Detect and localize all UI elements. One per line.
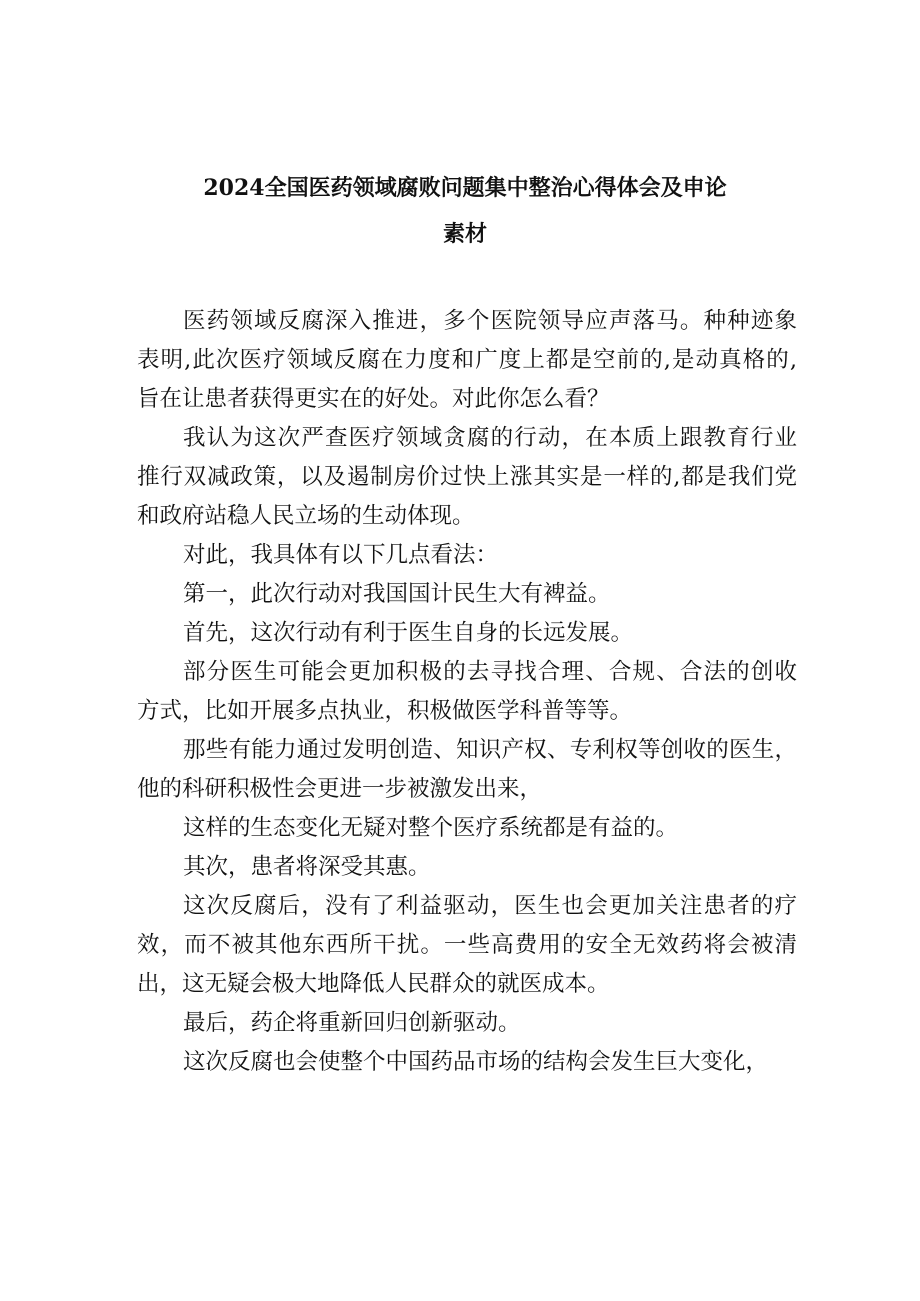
paragraph: [137, 887, 797, 1004]
text-line: 我认为这次严查医疗领域贪腐的行动，在本质上跟教育行业: [183, 425, 797, 451]
text-line: 其次，患者将深受其惠。: [183, 854, 431, 880]
text-line: 这样的生态变化无疑对整个医疗系统都是有益的。: [183, 815, 679, 841]
text-line: 对此，我具体有以下几点看法：: [183, 542, 499, 568]
paragraph: [137, 419, 797, 536]
text-line: 方式，比如开展多点执业，积极做医学科普等等。: [137, 698, 633, 724]
text-line: 那些有能力通过发明创造、知识产权、专利权等创收的医生，: [183, 737, 797, 763]
paragraph: [137, 1043, 797, 1082]
text-line: 部分医生可能会更加积极的去寻找合理、合规、合法的创收: [183, 659, 797, 685]
paragraph: [137, 653, 797, 731]
text-line: 和政府站稳人民立场的生动体现。: [137, 503, 475, 529]
paragraph: [137, 848, 797, 887]
text-line: 第一，此次行动对我国国计民生大有裨益。: [183, 581, 611, 607]
text-line: 这次反腐也会使整个中国药品市场的结构会发生巨大变化，: [183, 1049, 769, 1075]
paragraph: [137, 536, 797, 575]
text-line: 这次反腐后，没有了利益驱动，医生也会更加关注患者的疗: [183, 893, 797, 919]
paragraph: [137, 809, 797, 848]
text-line: 他的科研积极性会更进一步被激发出来，: [137, 776, 543, 802]
document-title-line-2: 素材: [442, 221, 487, 247]
text-line: 首先，这次行动有利于医生自身的长远发展。: [183, 620, 634, 646]
paragraph: [137, 302, 797, 419]
text-line: 推行双减政策，以及遏制房价过快上涨其实是一样的,都是我们党: [137, 464, 797, 490]
text-line: 最后，药企将重新回归创新驱动。: [183, 1010, 521, 1036]
text-line: 表明,此次医疗领域反腐在力度和广度上都是空前的,是动真格的,: [137, 347, 797, 373]
document-title-line-1: 2024全国医药领域腐败问题集中整治心得体会及申论: [203, 175, 727, 201]
paragraph: [137, 1004, 797, 1043]
paragraph: [137, 575, 797, 614]
text-line: 出，这无疑会极大地降低人民群众的就医成本。: [137, 971, 610, 997]
paragraph: [137, 614, 797, 653]
document-body: [137, 302, 797, 1082]
text-line: 旨在让患者获得更实在的好处。对此你怎么看？: [137, 386, 610, 412]
paragraph: [137, 731, 797, 809]
text-line: 效，而不被其他东西所干扰。一些高费用的安全无效药将会被清: [137, 932, 797, 958]
text-line: 医药领域反腐深入推进，多个医院领导应声落马。种种迹象: [183, 308, 797, 334]
